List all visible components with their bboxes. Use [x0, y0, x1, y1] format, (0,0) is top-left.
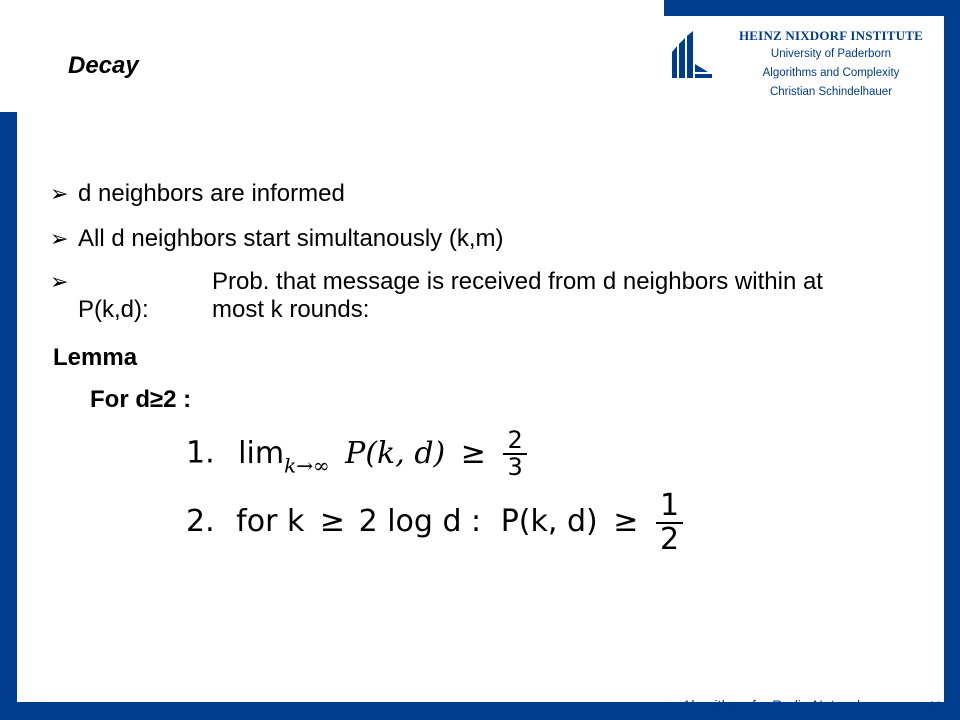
university-name: University of Paderborn — [770, 48, 892, 60]
institute-name: HEINZ NIXDORF INSTITUTE — [739, 28, 923, 43]
right-frame-bar — [944, 0, 960, 720]
formula-number: 2. — [186, 504, 215, 539]
formula-prefix: for k — [236, 504, 305, 539]
formula-lim: lim — [238, 435, 285, 471]
bullet-label: P(k,d): — [78, 296, 149, 323]
author-name: Christian Schindelhauer — [769, 86, 893, 98]
left-frame-bar — [0, 112, 17, 720]
lemma-formula-1 — [186, 428, 527, 480]
fraction-denominator: 3 — [507, 453, 523, 482]
arrow-bullet-icon: ➢ — [50, 226, 69, 251]
formula-subscript: k→∞ — [284, 453, 330, 478]
heinz-nixdorf-logo-icon — [668, 30, 714, 80]
fraction-numerator: 1 — [656, 490, 683, 524]
formula-relation: ≥ — [613, 504, 639, 539]
bullet-text: Prob. that message is received from d neighbors within at most k rounds: — [212, 268, 823, 323]
bullet-item — [50, 268, 832, 324]
arrow-bullet-icon: ➢ — [50, 181, 69, 206]
bullet-text: d neighbors are informed — [78, 180, 345, 207]
page-number: 11 — [928, 698, 943, 714]
formula-number: 1. — [186, 435, 215, 471]
lemma-condition: For d≥2 : — [90, 386, 192, 413]
formula-bound: 2 log d : — [358, 504, 482, 539]
formula-relation: ≥ — [460, 435, 486, 471]
formula-fraction — [503, 428, 526, 480]
arrow-bullet-icon: ➢ — [50, 269, 69, 294]
lemma-formula-2 — [186, 490, 683, 555]
fraction-numerator: 2 — [503, 428, 526, 455]
group-name: Algorithms and Complexity — [762, 67, 900, 79]
lemma-heading: Lemma — [53, 344, 138, 371]
formula-relation: ≥ — [319, 504, 346, 539]
top-right-frame-bar — [664, 0, 960, 16]
slide-title: Decay — [68, 52, 139, 79]
footer-course: Algorithms for Radio Networks — [682, 697, 872, 713]
formula-expression: P(k, d) — [345, 435, 446, 471]
bullet-item — [50, 180, 345, 208]
formula-fraction — [656, 490, 683, 555]
bullet-text: All d neighbors start simultanously (k,m) — [78, 225, 504, 252]
formula-expression: P(k, d) — [500, 504, 598, 539]
fraction-denominator: 2 — [659, 521, 680, 557]
bullet-item — [50, 225, 503, 253]
